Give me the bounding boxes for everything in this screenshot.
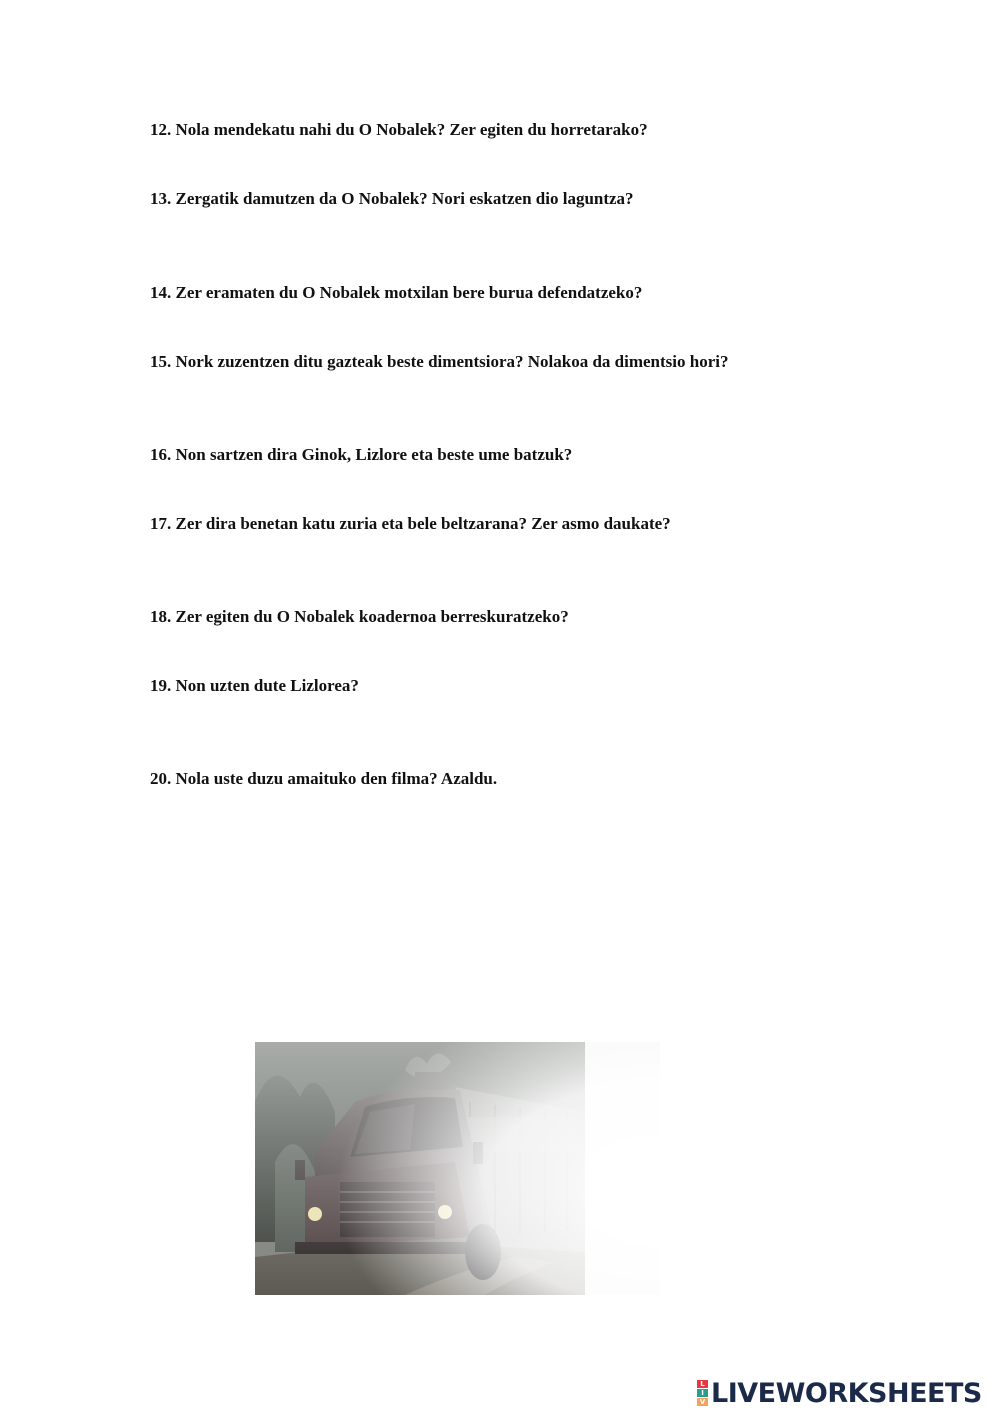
liveworksheets-watermark (697, 1376, 982, 1410)
question-15: 15. Nork zuzentzen ditu gazteak beste dimentsiora? Nolakoa da dimentsio hori? (150, 352, 729, 371)
question-16: 16. Non sartzen dira Ginok, Lizlore eta beste ume batzuk? (150, 445, 573, 464)
liveworksheets-logo-badge (697, 1380, 708, 1407)
logo-letter-v: V (697, 1398, 708, 1406)
question-12: 12. Nola mendekatu nahi du O Nobalek? Zer egiten du horretarako? (150, 120, 648, 139)
liveworksheets-wordmark: LIVEWORKSHEETS (711, 1377, 982, 1409)
logo-letter-i: I (697, 1389, 708, 1397)
question-19: 19. Non uzten dute Lizlorea? (150, 676, 359, 695)
question-14: 14. Zer eramaten du O Nobalek motxilan bere burua defendatzeko? (150, 283, 643, 302)
question-17: 17. Zer dira benetan katu zuria eta bele beltzarana? Zer asmo daukate? (150, 514, 671, 533)
question-20: 20. Nola uste duzu amaituko den filma? Azaldu. (150, 769, 498, 788)
question-13: 13. Zergatik damutzen da O Nobalek? Nori eskatzen dio laguntza? (150, 189, 634, 208)
question-18: 18. Zer egiten du O Nobalek koadernoa berreskuratzeko? (150, 607, 569, 626)
logo-letter-l: L (697, 1380, 708, 1388)
bus-in-fog-illustration (255, 1042, 660, 1295)
